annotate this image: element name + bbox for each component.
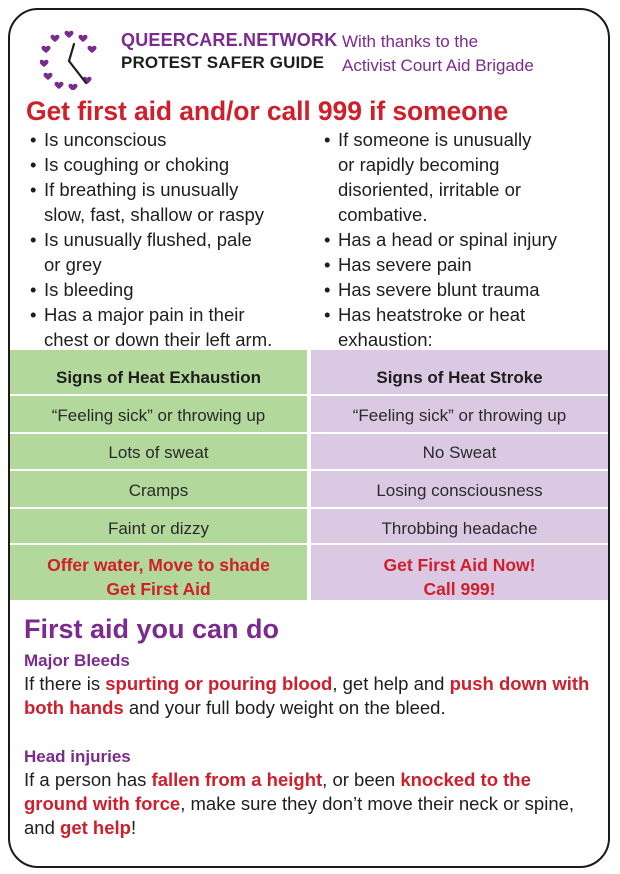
credit-line-2: Activist Court Aid Brigade — [342, 56, 534, 75]
stroke-advice-line-2: Call 999! — [423, 579, 496, 599]
symptom-text: Is bleeding — [44, 279, 134, 300]
symptom-text: Has a head or spinal injury — [338, 229, 558, 250]
bullet-icon: • — [30, 129, 37, 150]
exhaustion-sign: Lots of sweat — [108, 443, 209, 462]
text-run: and your full body weight on the bleed. — [123, 697, 446, 718]
row-divider — [311, 469, 608, 471]
symptom-text: Has a major pain in their — [44, 304, 245, 325]
exhaustion-advice-line-2: Get First Aid — [106, 579, 211, 599]
highlight-text: get help — [60, 817, 131, 838]
stroke-sign: “Feeling sick” or throwing up — [352, 406, 567, 425]
symptom-text: Has severe blunt trauma — [338, 279, 540, 300]
row-divider — [10, 394, 307, 396]
symptom-item — [28, 177, 318, 227]
text-run: , make sure they don’t move their neck or spine, and — [24, 793, 575, 838]
highlight-text: fallen from a height — [151, 769, 323, 790]
symptom-text: Is unusually flushed, pale — [44, 229, 252, 250]
text-run: If a person has — [24, 769, 152, 790]
exhaustion-advice — [10, 553, 307, 601]
symptom-text: Has heatstroke or heat — [338, 304, 526, 325]
bullet-icon: • — [30, 229, 37, 250]
heat-exhaustion-column — [10, 350, 307, 600]
head-injuries-text — [24, 768, 594, 840]
stroke-sign: No Sweat — [422, 443, 497, 462]
symptom-text: slow, fast, shallow or raspy — [44, 204, 265, 225]
text-run: If there is — [24, 673, 106, 694]
heat-signs-table — [10, 350, 608, 600]
first-aid-title: First aid you can do — [24, 614, 280, 644]
stroke-column-title: Signs of Heat Stroke — [376, 368, 543, 387]
row-divider — [311, 432, 608, 434]
exhaustion-sign: Faint or dizzy — [107, 519, 210, 538]
bullet-icon: • — [324, 129, 331, 150]
highlight-text: push down with both hands — [24, 673, 590, 718]
symptom-item — [322, 252, 602, 277]
symptom-text: If someone is unusually — [338, 129, 532, 150]
symptom-item — [322, 277, 602, 302]
row-divider — [311, 543, 608, 545]
clock-heart-logo-icon — [40, 28, 98, 90]
symptom-item — [322, 227, 602, 252]
bullet-icon: • — [30, 154, 37, 175]
bullet-icon: • — [30, 304, 37, 325]
row-divider — [311, 507, 608, 509]
right-symptom-list — [322, 127, 602, 352]
major-bleeds-text — [24, 672, 594, 720]
call-999-headline: Get first aid and/or call 999 if someone — [26, 96, 508, 126]
symptom-item — [28, 127, 318, 152]
text-run: , or been — [322, 769, 401, 790]
row-divider — [10, 543, 307, 545]
symptom-item — [28, 277, 318, 302]
symptom-text: chest or down their left arm. — [44, 329, 273, 350]
highlight-text: spurting or pouring blood — [105, 673, 333, 694]
bullet-icon: • — [30, 179, 37, 200]
symptom-text: Is coughing or choking — [44, 154, 230, 175]
exhaustion-sign: Cramps — [128, 481, 189, 500]
exhaustion-sign: “Feeling sick” or throwing up — [51, 406, 266, 425]
brand-name: QUEERCARE.NETWORK — [121, 30, 338, 50]
symptom-item — [28, 302, 318, 352]
stroke-advice-line-1: Get First Aid Now! — [383, 555, 536, 575]
row-divider — [10, 432, 307, 434]
bullet-icon: • — [30, 279, 37, 300]
highlight-text: knocked to the ground with force — [24, 769, 531, 814]
guide-title: PROTEST SAFER GUIDE — [121, 53, 325, 72]
row-divider — [311, 394, 608, 396]
symptom-item — [322, 302, 602, 352]
exhaustion-advice-line-1: Offer water, Move to shade — [47, 555, 270, 575]
exhaustion-column-title: Signs of Heat Exhaustion — [56, 368, 261, 387]
symptom-text: Is unconscious — [44, 129, 167, 150]
symptom-item — [28, 152, 318, 177]
left-symptom-list — [28, 127, 318, 352]
major-bleeds-heading: Major Bleeds — [24, 651, 130, 670]
text-run: ! — [130, 817, 137, 838]
bullet-icon: • — [324, 304, 331, 325]
symptom-text: or rapidly becoming — [338, 154, 500, 175]
bullet-icon: • — [324, 229, 331, 250]
symptom-item — [322, 127, 602, 227]
symptom-item — [28, 227, 318, 277]
protest-safer-guide-card — [8, 8, 610, 868]
symptom-text: exhaustion: — [338, 329, 433, 350]
text-run: , get help and — [332, 673, 450, 694]
symptom-text: combative. — [338, 204, 428, 225]
row-divider — [10, 469, 307, 471]
stroke-sign: Throbbing headache — [381, 519, 538, 538]
credit-text — [342, 30, 534, 78]
symptom-text: disoriented, irritable or — [338, 179, 522, 200]
row-divider — [10, 507, 307, 509]
symptom-text: or grey — [44, 254, 102, 275]
bullet-icon: • — [324, 254, 331, 275]
head-injuries-heading: Head injuries — [24, 747, 131, 766]
credit-line-1: With thanks to the — [342, 32, 479, 51]
symptom-text: If breathing is unusually — [44, 179, 239, 200]
symptom-text: Has severe pain — [338, 254, 472, 275]
heat-stroke-column — [311, 350, 608, 600]
stroke-advice — [311, 553, 608, 601]
bullet-icon: • — [324, 279, 331, 300]
stroke-sign: Losing consciousness — [376, 481, 543, 500]
